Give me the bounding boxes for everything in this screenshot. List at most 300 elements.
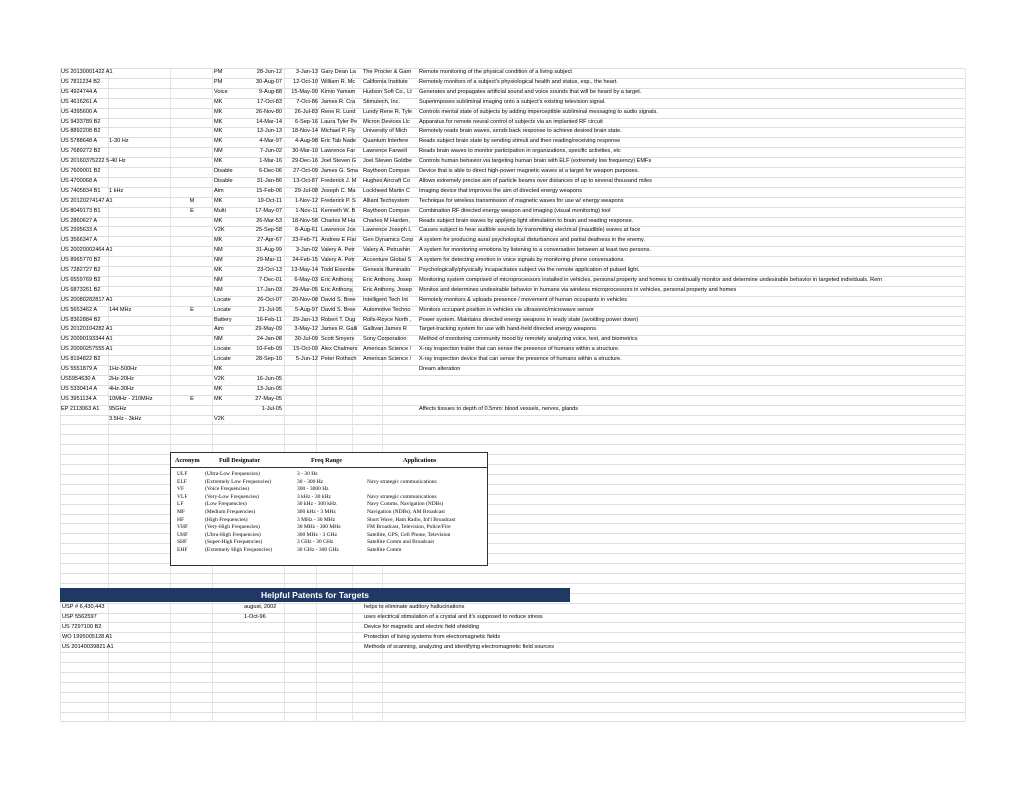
patent-filed-date: 21-Jul-95 (258, 306, 282, 313)
freq-application: Navy strategic communications (367, 478, 437, 485)
patent-row (60, 246, 965, 256)
grid-row-line (60, 702, 965, 703)
patent-category: Locate (214, 306, 231, 313)
patent-row (60, 325, 965, 335)
patent-number: US 3951134 A (61, 395, 97, 402)
patent-row (60, 355, 965, 365)
patent-filed-date: 4-Mar-97 (259, 138, 282, 145)
grid-row-line (60, 632, 965, 633)
freq-acronym: MF (177, 509, 185, 515)
patent-filed-date: 27-Apr-67 (257, 237, 282, 244)
patent-filed-date: 26-Oct-07 (257, 296, 282, 303)
patent-category: Locate (214, 346, 231, 353)
patent-filed-date: 15-Feb-06 (256, 187, 282, 194)
freq-range: 3 kHz - 30 kHz (297, 493, 331, 500)
helpful-patents-header: Helpful Patents for Targets (60, 588, 570, 602)
freq-designator: (Super-High Frequencies) (205, 539, 263, 546)
patent-publish-date: 23-Feb-71 (292, 237, 318, 244)
patent-row (60, 197, 965, 207)
patent-assignee: Eric Anthony, Josep (363, 276, 413, 283)
patent-filed-date: 24-Jan-08 (256, 336, 282, 343)
patent-number: US 6873261 B2 (61, 286, 101, 293)
freq-application: Satellite Comm (367, 547, 402, 553)
patent-category: NM (214, 257, 223, 264)
patent-description: Combination RF directed energy weapon and imaging (visual monitoring) tool (419, 207, 611, 214)
patent-row (60, 137, 965, 147)
helpful-patent-description: helps to eliminate auditory hallucinations (364, 604, 465, 610)
patent-inventor: Valery A. Petr (321, 247, 355, 254)
patent-filed-date: 14-Mar-14 (256, 118, 282, 125)
patent-inventor: Michael P. Fly (321, 128, 356, 135)
patent-assignee: Sony Corporation (363, 336, 407, 343)
patent-flag: E (190, 207, 194, 214)
patent-frequency: 4Hz-30Hz (109, 385, 134, 392)
patent-inventor: William R. Mc (321, 78, 356, 85)
patent-inventor: James G. Sma (321, 168, 358, 174)
patent-inventor: Joseph C. Ma (321, 187, 356, 194)
patent-frequency: 1-30 Hz (109, 138, 129, 145)
helpful-patent-number: US 20140039821 A1 (62, 644, 114, 650)
patent-description: Generates and propagates artificial sound and voice sounds that will be heard by a target. (419, 88, 642, 95)
patent-assignee: The Procter & Gam (363, 69, 412, 75)
freq-range: 30 MHz - 300 MHz (297, 524, 341, 531)
patent-publish-date: 18-Nov-58 (291, 217, 318, 224)
patent-number: US 8362884 B2 (61, 316, 101, 323)
patent-description: Reads brain waves to monitor participation in organizations, specific activities, etc (419, 148, 621, 155)
patent-assignee: Hudson Soft Co., Lt (363, 88, 412, 95)
patent-row (60, 286, 965, 296)
freq-acronym: SHF (177, 539, 188, 546)
patent-inventor: Kimio Yamam (321, 88, 356, 95)
patent-assignee: Automotive Techno (363, 306, 411, 313)
patent-frequency: 3.5Hz - 3kHz (109, 415, 142, 422)
patent-description: Remote monitoring of the physical condition of a living subject (419, 69, 572, 75)
patent-number: US 20090257555 A1 (61, 346, 113, 353)
grid-row-line (60, 652, 965, 653)
patent-row (60, 127, 965, 137)
patent-inventor: Lawrence Jos (321, 227, 356, 234)
patent-filed-date: 7-Jun-02 (259, 148, 282, 155)
patent-assignee: Lawrence Joseph L (363, 227, 412, 234)
freq-designator: (Ultra-Low Frequencies) (205, 471, 260, 477)
patent-inventor: James R. Cra (321, 98, 356, 105)
patent-frequency: 95GHz (109, 405, 127, 412)
patent-inventor: David S. Bree (321, 306, 356, 313)
patent-publish-date: 3-Jan-13 (295, 69, 318, 75)
patent-assignee: Lockheed Martin C (363, 187, 410, 194)
helpful-patent-description: Methods of scanning, analyzing and identifying electromagnetic field sources (364, 644, 554, 650)
patent-row (60, 256, 965, 266)
freq-range: 3 MHz - 30 MHz (297, 516, 336, 523)
patent-row (60, 187, 965, 197)
grid-row-line (60, 692, 965, 693)
patent-description: Monitos and determines undesirable behavior in humans via wireless microprocessors in vehicles, personal property and homes (419, 286, 737, 293)
patent-frequency: 1 kHz (109, 187, 124, 194)
patent-publish-date: 6-Sep-16 (294, 118, 318, 125)
patent-filed-date: 17-Oct-83 (257, 98, 282, 105)
patent-assignee: Genesis Illuminatio (363, 267, 411, 273)
patent-number: US 20160375222 5-40 Hz (61, 158, 126, 165)
freq-designator: (Extremely High Frequencies) (205, 547, 272, 553)
freq-range: 30 - 300 Hz (297, 478, 324, 485)
patent-description: Technique for wireless transmission of magnetic waves for use w/ energy weapons (419, 197, 624, 204)
patent-filed-date: 1-Mar-16 (259, 158, 282, 165)
patent-category: MK (214, 158, 223, 165)
grid-row-line (60, 622, 965, 623)
patent-category: Battery (214, 316, 232, 323)
freq-application: Navigation (NDBs), AM Broadcast (367, 509, 445, 515)
patent-row (60, 415, 965, 425)
patent-description: A system for monitoring emotions by listening to a conversation between at least two persons. (419, 247, 651, 254)
patent-publish-date: 7-Oct-86 (296, 98, 318, 105)
patent-description: Device that is able to direct high-power magnetic waves at a target for weapon purposes. (419, 168, 640, 174)
patent-number: US 8049173 B1 (61, 207, 101, 214)
patent-description: Causes subject to hear audible sounds by transmitting electrical (inaudible) waves at face (419, 227, 641, 234)
grid-row-line (60, 444, 965, 445)
patent-filed-date: 17-May-07 (255, 207, 282, 214)
patent-row (60, 375, 965, 385)
freq-designator: (Ultra-High Frequencies) (205, 531, 261, 538)
patent-category: PM (214, 78, 223, 85)
patent-assignee: Gallivan James R (363, 326, 407, 333)
patent-inventor: Scott Smyers (321, 336, 355, 343)
patent-description: Power system. Maintains directed energy weapons in ready state (avoiding power down) (419, 316, 639, 323)
patent-category: NM (214, 336, 223, 343)
table-header-rule (171, 467, 487, 468)
patent-description: Remotely reads brain waves, sends back response to achieve desired brain state. (419, 128, 622, 135)
patent-row (60, 335, 965, 345)
helpful-patent-number: US 7297100 B2 (62, 624, 102, 630)
freq-designator: (Very-Low Frequencies) (205, 493, 259, 500)
freq-application: FM Broadcast, Television, Police/Fire (367, 524, 451, 531)
patent-category: MK (214, 98, 223, 105)
patent-frequency: 10MHz - 210MHz (109, 395, 153, 402)
grid-row-line (60, 672, 965, 673)
patent-number: US 2995633 A (61, 227, 98, 234)
freq-range: 3 - 30 Hz (297, 471, 318, 477)
patent-category: NM (214, 148, 223, 155)
helpful-patent-number: USP # 6,430,443 (62, 604, 105, 610)
patent-inventor: Andrew E Flai (321, 237, 356, 244)
patent-description: Controls human behavior via targeting human brain with ELF (extremely low frequency) EMFs (419, 158, 652, 165)
patent-filed-date: 19-Oct-11 (257, 197, 282, 204)
patent-description: A system for producing aural psychological disturbances and partial deafness in the enemy. (419, 237, 645, 244)
patent-description: Psychologically/physically incapacitates subject via the remote application of pulsed light. (419, 267, 640, 273)
patent-description: Reads subject brain waves by applying light stimulation to brain and reading response. (419, 217, 634, 224)
freq-designator: (Low Frequencies) (205, 501, 247, 508)
freq-application: Satellite, GPS, Cell Phone, Television (367, 531, 451, 538)
freq-application: Navy strategic communications (367, 493, 437, 500)
patent-inventor: Laura Tyler Pe (321, 118, 358, 125)
patent-inventor: Peter Rothsch (321, 356, 357, 363)
freq-application: Satellite Comm and Broadcast (367, 539, 435, 546)
patent-category: NM (214, 286, 223, 293)
patent-publish-date: 15-Oct-09 (293, 346, 318, 353)
patent-publish-date: 1-Nov-11 (295, 207, 318, 214)
freq-range: 30 kHz - 300 kHz (297, 501, 337, 508)
helpful-patent-description: Protection of living systems from electromagnetic fields (364, 634, 501, 640)
patent-row (60, 405, 965, 415)
patent-inventor: Eric Anthony, (321, 286, 354, 293)
patent-filed-date: 13-Jun-05 (256, 385, 282, 392)
freq-acronym: VHF (177, 524, 189, 531)
patent-category: Locate (214, 296, 231, 303)
grid-row-line (60, 712, 965, 713)
patent-row (60, 118, 965, 128)
col-header-applications: Applications (403, 457, 437, 464)
patent-row (60, 236, 965, 246)
patent-number: US 8965770 B2 (61, 257, 101, 264)
patent-category: NM (214, 247, 223, 254)
patent-number: US 7811234 B2 (61, 78, 101, 85)
freq-acronym: HF (177, 516, 185, 523)
patent-number: US 20130001422 A1 (61, 69, 113, 75)
patent-number: US 3566347 A (61, 237, 98, 244)
grid-row-line (60, 662, 965, 663)
patent-category: MK (214, 118, 223, 125)
patent-filed-date: 13-Jun-13 (256, 128, 282, 135)
patent-description: Affects tissues to depth of 0.5mm: blood vessels, nerves, glands (419, 405, 579, 412)
grid-row-line (60, 424, 965, 425)
patent-assignee: American Science / (363, 356, 412, 363)
patent-description: Allows extremely precise aim of particle beams over distances of up to several thousand miles (419, 177, 652, 184)
freq-designator: (Extremely Low Frequencies) (205, 478, 271, 485)
patent-filed-date: 31-Aug-99 (255, 247, 282, 254)
patent-row (60, 108, 965, 118)
patent-description: Method of monitoring community mood by remotely analyzing voice, text, and biometrics (419, 336, 638, 343)
patent-inventor: Joel Steven G (321, 158, 357, 165)
patent-inventor: James R. Galli (321, 326, 358, 333)
patent-number: US 7282727 B2 (61, 267, 101, 273)
patent-description: Monitors occupant position in vehicles via ultrasonic/microwave sensor (419, 306, 595, 313)
patent-number: US 4924744 A (61, 88, 98, 95)
patent-category: MK (214, 366, 223, 372)
patent-row (60, 217, 965, 227)
patent-frequency: 144 MHz (109, 306, 132, 313)
freq-range: 300 MHz - 3 GHz (297, 531, 338, 538)
patent-category: Disable (214, 168, 233, 174)
patent-publish-date: 4-Aug-98 (294, 138, 318, 145)
freq-designator: (Medium Frequencies) (205, 509, 256, 515)
patent-row (60, 98, 965, 108)
patent-assignee: California Institute (363, 78, 408, 85)
patent-row (60, 316, 965, 326)
patent-number: US 7609001 B2 (61, 168, 101, 174)
patent-category: NM (214, 276, 223, 283)
patent-frequency: 1Hz-500Hz (109, 366, 137, 372)
patent-flag: E (190, 306, 194, 313)
patent-description: Reads subject brain state by sending stimuli and then reading/receiving response (419, 138, 621, 145)
patent-publish-date: 18-Nov-14 (291, 128, 318, 135)
patent-description: Target-tracking system for use with hand-held directed energy weapons. (419, 326, 598, 333)
patent-filed-date: 23-Oct-13 (257, 267, 282, 273)
patent-category: Disable (214, 177, 233, 184)
freq-designator: (Voice Frequencies) (205, 486, 250, 493)
patent-row (60, 226, 965, 236)
patent-filed-date: 26-Nov-80 (255, 108, 282, 115)
patent-number: EP 2113063 A1 (61, 405, 100, 412)
freq-acronym: VF (177, 486, 185, 493)
patent-publish-date: 5-Jun-12 (295, 356, 318, 363)
patent-description: A system for detecting emotion in voice signals by monitoring phone conversations. (419, 257, 625, 264)
patent-filed-date: 25-Sep-58 (255, 227, 282, 234)
patent-number: US5954630 A (61, 375, 96, 382)
patent-assignee: Micron Devices Llc (363, 118, 410, 125)
patent-category: MK (214, 267, 223, 273)
patent-category: MK (214, 197, 223, 204)
grid-row-line (60, 603, 965, 604)
patent-number: US 20020002464 A1 (61, 247, 113, 254)
patent-publish-date: 30-Mar-10 (292, 148, 318, 155)
grid-row-line (60, 573, 965, 574)
col-header-freq-range: Freq Range (311, 457, 342, 464)
patent-publish-date: 26-Jul-83 (294, 108, 318, 115)
patent-publish-date: 13-Oct-87 (293, 177, 318, 184)
patent-publish-date: 6-May-03 (294, 276, 318, 283)
patent-publish-date: 12-Oct-10 (293, 78, 318, 85)
patent-row (60, 345, 965, 355)
patent-row (60, 276, 965, 286)
patent-category: MK (214, 217, 223, 224)
patent-publish-date: 3-Jan-02 (295, 247, 318, 254)
grid-column-line (965, 68, 966, 722)
patent-category: Multi (214, 207, 226, 214)
patent-filed-date: 1-Jul-05 (261, 405, 282, 412)
patent-category: Locate (214, 356, 231, 363)
patent-inventor: Eric Anthony, (321, 276, 354, 283)
patent-publish-date: 27-Oct-09 (293, 168, 318, 174)
patent-inventor: David S. Bree (321, 296, 356, 303)
freq-application: Short Wave, Ham Radio, Int'l Broadcast (367, 516, 456, 523)
patent-row (60, 68, 965, 78)
patent-category: Aim (214, 326, 224, 333)
patent-description: Controls mental state of subjects by adding imperceptible subliminal messaging to audio signals. (419, 108, 658, 115)
patent-inventor: Robert T. Dug (321, 316, 356, 323)
patent-inventor: Lawrence Far (321, 148, 356, 155)
patent-filed-date: 28-Sep-10 (255, 356, 282, 363)
patent-inventor: Valery A. Petr (321, 257, 355, 264)
patent-number: US 4700068 A (61, 177, 98, 184)
patent-number: US 8194822 B2 (61, 356, 101, 363)
patent-flag: E (190, 395, 194, 402)
grid-row-line (60, 682, 965, 683)
patent-category: Voice (214, 88, 228, 95)
patent-row (60, 207, 965, 217)
patent-filed-date: 29-Mar-11 (256, 257, 282, 264)
patent-assignee: Alliant Techsystem (363, 197, 410, 204)
patent-assignee: Raytheon Compan (363, 207, 410, 214)
helpful-patent-date: 1-Oct-96 (244, 614, 266, 620)
patent-number: US 20090193344 A1 (61, 336, 113, 343)
patent-assignee: Raytheon Compan (363, 168, 410, 174)
patent-description: Remotely monitors & uploads presence / movement of human occupants in vehicles (419, 296, 628, 303)
freq-designator: (High Frequencies) (205, 516, 248, 523)
patent-inventor: Alex Chalmers (321, 346, 358, 353)
patent-filed-date: 7-Dec-01 (258, 276, 282, 283)
freq-range: 300 - 3000 Hz (297, 486, 329, 493)
helpful-patent-number: WO 1995005128 A1 (62, 634, 113, 640)
freq-acronym: ELF (177, 478, 187, 485)
patent-row (60, 385, 965, 395)
patent-assignee: Charles M Harden, (363, 217, 410, 224)
freq-range: 3 GHz - 30 GHz (297, 539, 334, 546)
patent-assignee: University of Mich (363, 128, 408, 135)
patent-filed-date: 10-Feb-09 (256, 346, 282, 353)
patent-description: Imaging device that improves the aim of directed energy weapons (419, 187, 582, 194)
patent-assignee: Hughes Aircraft Co (363, 177, 410, 184)
patent-category: MK (214, 108, 223, 115)
patent-filed-date: 17-Jan-03 (256, 286, 282, 293)
patent-publish-date: 20-Nov-08 (291, 296, 318, 303)
freq-application: Navy Comms, Navigation (NDBs) (367, 501, 444, 508)
col-header-acronym: Acronym (175, 457, 200, 464)
patent-assignee: Gen Dynamics Corp (363, 237, 414, 244)
patent-flag: M (189, 197, 195, 204)
patent-category: MK (214, 128, 223, 135)
patent-filed-date: 26-Mar-53 (256, 217, 282, 224)
patent-inventor: Charles M Ha (321, 217, 356, 224)
patent-publish-date: 3-May-12 (294, 326, 318, 333)
patent-publish-date: 1-Nov-12 (294, 197, 318, 204)
grid-row-line (60, 583, 965, 584)
patent-inventor: Todd Eisenbe (321, 267, 355, 273)
patent-category: MK (214, 395, 223, 402)
patent-row (60, 395, 965, 405)
patent-number: US 5788648 A (61, 138, 98, 145)
patent-number: US 20080282817 A1 (61, 296, 113, 303)
patent-inventor: Frederick P. S (321, 197, 356, 204)
freq-acronym: LF (177, 501, 184, 508)
patent-publish-date: 15-May-90 (291, 88, 318, 95)
patent-category: V2K (214, 375, 225, 382)
patent-category: MK (214, 237, 223, 244)
patent-row (60, 147, 965, 157)
patent-publish-date: 29-Dec-16 (291, 158, 318, 165)
patent-description: Remotely monitors of a subject's physiological health and status, esp., the heart. (419, 78, 618, 85)
patent-category: Aim (214, 187, 224, 194)
patent-description: Apparatus for remote neural control of subjects via an implanted RF circuit (419, 118, 603, 125)
patent-publish-date: 29-Jan-13 (292, 316, 318, 323)
patent-publish-date: 5-Aug-97 (294, 306, 318, 313)
patent-filed-date: 29-May-09 (255, 326, 282, 333)
frequency-table (170, 452, 488, 566)
patent-number: US 20120274147 A1 (61, 197, 113, 204)
patent-row (60, 157, 965, 167)
patent-filed-date: 16-Jun-05 (256, 375, 282, 382)
patent-number: US 5551879 A (61, 366, 98, 372)
grid-row-line (60, 434, 965, 435)
helpful-patent-description: uses electrical stimulation of a crystal and it's supposed to reduce stress (364, 614, 543, 620)
freq-range: 30 GHz - 300 GHz (297, 547, 339, 553)
patent-description: Dream alteration (419, 366, 461, 372)
patent-assignee: Rolls-Royce North , (363, 316, 412, 323)
patent-frequency: 2Hz-20Hz (109, 375, 134, 382)
patent-filed-date: 9-Aug-88 (258, 88, 282, 95)
patent-assignee: Lundy Rene R, Tyle (363, 108, 413, 115)
patent-assignee: American Science / (363, 346, 412, 353)
freq-acronym: VLF (177, 493, 188, 500)
patent-assignee: Lawrence Farwell (363, 148, 407, 155)
patent-publish-date: 13-May-14 (291, 267, 318, 273)
patent-number: US 7405834 B1 (61, 187, 101, 194)
patent-category: MK (214, 138, 223, 145)
patent-description: X-ray inspection trailer that can sense the presence of humans within a structure. (419, 346, 620, 353)
patent-number: US 4395600 A (61, 108, 98, 115)
patent-publish-date: 29-Mar-05 (292, 286, 318, 293)
patent-row (60, 296, 965, 306)
helpful-patent-date: august, 2002 (244, 604, 277, 610)
patent-inventor: Gary Dean La (321, 69, 356, 75)
